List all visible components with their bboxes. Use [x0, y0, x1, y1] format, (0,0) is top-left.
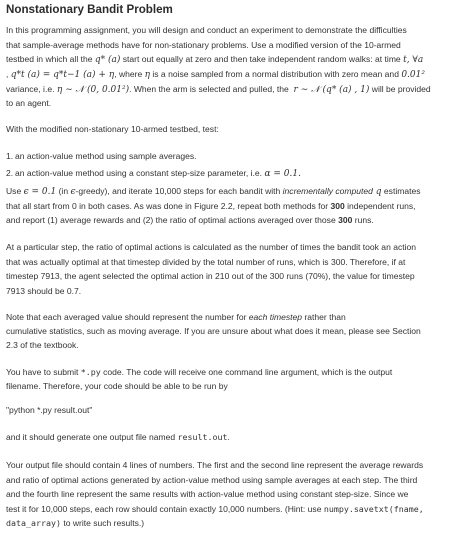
paragraph-line: timestep 7913, the agent selected the optimal action in 210 out of the 300 runs (70%), the value for timestep [6, 271, 415, 281]
text-span: . [227, 432, 230, 442]
paragraph-line [6, 366, 392, 379]
list-number: 1. [6, 151, 14, 161]
inline-code: data_array) [6, 518, 61, 528]
text-span: -greedy), and iterate 10,000 steps for each bandit with [75, 186, 283, 196]
inline-code: *.py [80, 367, 101, 377]
text-span: and report (1) average rewards and (2) the ratio of optimal actions averaged over those [6, 215, 339, 225]
emphasis-text: each timestep [248, 312, 303, 322]
emphasis-text: incrementally computed [282, 186, 373, 196]
text-span: , [6, 69, 11, 79]
bold-number: 300 [338, 215, 353, 225]
paragraph-line [6, 185, 421, 199]
paragraph-line: and the fourth line represent the same results with action-value method using constant step-size. Since we [6, 489, 409, 499]
command-example: "python *.py result.out" [6, 405, 93, 415]
list-text: an action-value method using a constant step-size parameter, i.e. [15, 168, 265, 178]
paragraph-line [6, 53, 423, 67]
paragraph-line: filename. Therefore, your code should be able to be run by [6, 381, 228, 391]
paragraph-line: cumulative statistics, such as moving average. If you are unsure about what does it mean, please see Section [6, 326, 421, 336]
paragraph-line [6, 83, 431, 97]
page-title: Nonstationary Bandit Problem [6, 3, 173, 16]
paragraph-line [6, 517, 144, 530]
text-span: and it should generate one output file named [6, 432, 178, 442]
text-span: (in [56, 186, 71, 196]
text-span: estimates [381, 186, 421, 196]
paragraph-line: With the modified non-stationary 10-armed testbed, test: [6, 124, 219, 134]
inline-code: result.out [177, 432, 228, 442]
text-span: testbed in which all the [6, 54, 95, 64]
paragraph-line: and ratio of optimal actions generated by action-value method using sample averages at each step. The third [6, 475, 418, 485]
math-eta: η [144, 70, 151, 80]
text-span: , where [114, 69, 145, 79]
text-span: test it for 10,000 steps, each row should contain exactly 10,000 numbers. (Hint: use [6, 504, 324, 514]
inline-code: numpy.savetxt(fname, [323, 504, 424, 514]
paragraph-line: 2.3 of the textbook. [6, 340, 79, 350]
math-reward-normal: r ∼ 𝒩 (q* (a) , 1) [293, 85, 370, 95]
paragraph-line [6, 431, 230, 444]
text-span: that all start from 0 in both cases. As was done in Figure 2.2, repeat both methods for [6, 201, 331, 211]
paragraph-line: Your output file should contain 4 lines of numbers. The first and the second line represent the average rewards [6, 460, 424, 470]
paragraph-line: that was actually optimal at that timestep divided by the total number of runs, which is 300. Therefore, if at [6, 257, 406, 267]
paragraph-line: to an agent. [6, 98, 52, 108]
math-alpha: α = 0.1. [264, 169, 301, 179]
paragraph-line [6, 503, 424, 516]
text-span: Use [6, 186, 24, 196]
text-span: independent runs, [344, 201, 416, 211]
text-span: start out equally at zero and then take independent random walks: at time [120, 54, 404, 64]
paragraph-line [6, 311, 346, 324]
math-time-forall: t, ∀a [403, 55, 424, 65]
paragraph-line [6, 200, 416, 213]
text-span: variance, i.e. [6, 84, 57, 94]
bold-number: 300 [330, 201, 345, 211]
list-item [6, 150, 197, 163]
math-epsilon: ϵ = 0.1 [23, 187, 57, 197]
text-span: will be provided [369, 84, 431, 94]
math-q: q [372, 187, 382, 197]
text-span: Note that each averaged value should represent the number for [6, 312, 249, 322]
text-span: runs. [352, 215, 374, 225]
text-span: is a noise sampled from a normal distribution with zero mean and [150, 69, 402, 79]
paragraph-line: In this programming assignment, you will design and conduct an experiment to demonstrate the difficulties [6, 25, 407, 35]
math-q-star: q* (a) [94, 55, 121, 65]
paragraph-line [6, 214, 374, 227]
text-span: to write such results.) [60, 518, 145, 528]
list-number: 2. [6, 168, 14, 178]
paragraph-line: At a particular step, the ratio of optimal actions is calculated as the number of times the bandit took an action [6, 242, 417, 252]
list-item [6, 167, 301, 181]
paragraph-line [6, 68, 425, 82]
paragraph-line: 7913 should be 0.7. [6, 286, 82, 296]
math-random-walk: q*t (a) = q*t−1 (a) + η [10, 70, 115, 80]
list-text: an action-value method using sample averages. [15, 151, 197, 161]
text-span: . When the arm is selected and pulled, the [129, 84, 294, 94]
paragraph-line: that sample-average methods have for non-stationary problems. Use a modified version of the 10-armed [6, 40, 401, 50]
text-span: code. The code will receive one command line argument, which is the output [100, 367, 393, 377]
math-eta-normal: η ∼ 𝒩 (0, 0.01²) [56, 85, 130, 95]
math-variance: 0.01² [401, 70, 425, 80]
math-epsilon-short: ϵ [70, 187, 76, 197]
text-span: You have to submit [6, 367, 81, 377]
text-span: rather than [302, 312, 346, 322]
